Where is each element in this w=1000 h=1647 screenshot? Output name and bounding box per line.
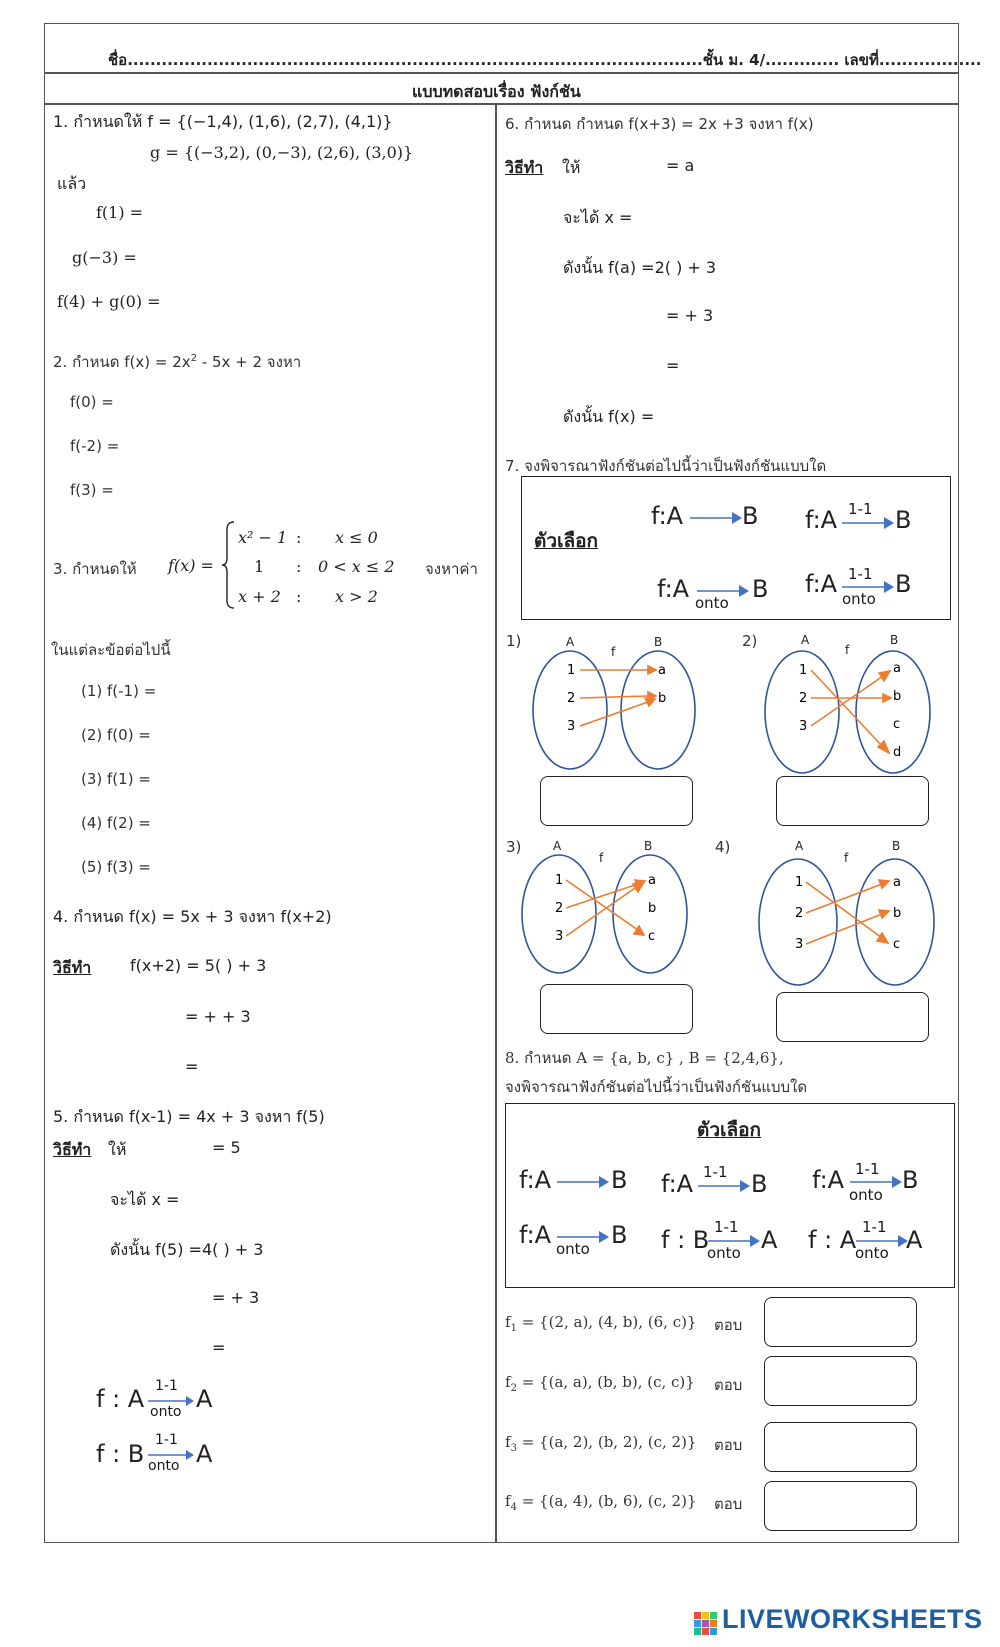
q8-opt5-label-onto: onto (707, 1244, 741, 1262)
q8-f1: $f_1 = \{(2$, a), (4, b), (6, c)} (505, 1313, 697, 1334)
q7-d4-setA-label: A (795, 839, 804, 853)
q7-opt2-arrow (842, 517, 894, 529)
q3-case3-colon: : (296, 587, 302, 606)
q3-item-5: (5) f(3) = (81, 858, 151, 876)
q8-answer-box-3[interactable] (764, 1422, 917, 1472)
q3-case3-expr: x + 2 (238, 587, 281, 606)
q7-d4-setB-label: B (892, 839, 901, 853)
q7-d3-left-3: 3 (555, 929, 564, 944)
q7-d3-right-a: a (648, 873, 656, 888)
q7-d2-setB-label: B (890, 633, 899, 647)
q8-answer-box-2[interactable] (764, 1356, 917, 1406)
q5-eq5: = 5 (212, 1138, 241, 1157)
q7-opt4-label-onto: onto (842, 590, 876, 608)
q8-answer-box-1[interactable] (764, 1297, 917, 1347)
q8-f1-answer-label: ตอบ (714, 1316, 743, 1334)
q3-brace (222, 520, 236, 610)
q8-opt6-to: A (906, 1226, 923, 1254)
q8-opt2-to: B (751, 1170, 768, 1198)
q6-statement: 6. กำหนด กำหนด f(x+3) = 2x +3 จงหา f(x) (505, 115, 814, 133)
q7-answer-box-2[interactable] (776, 776, 929, 826)
q8-statement-1: 8. กำหนด A = {a, b, c} , B = {2,4,6}, (505, 1049, 784, 1067)
q5-step-1: จะได้ x = (110, 1190, 180, 1209)
q8-opt5-to: A (761, 1226, 778, 1254)
q7-d4-left-1: 1 (795, 875, 804, 890)
q7-opt1-to: B (742, 502, 759, 530)
q5-map2-label-onto: onto (148, 1458, 180, 1474)
q8-opt1-from: f:A (519, 1166, 552, 1194)
q6-step-3: = + 3 (666, 306, 714, 325)
q5-map1-label-onto: onto (150, 1404, 182, 1420)
q7-opt4-to: B (895, 570, 912, 598)
q5-let: ให้ (108, 1140, 127, 1159)
q7-d1-number: 1) (506, 632, 522, 650)
q7-choices-label: ตัวเลือก (534, 530, 599, 552)
q6-eq-a: = a (666, 156, 695, 175)
q7-opt1-from: f:A (651, 502, 684, 530)
q7-d2-right-b: b (893, 689, 902, 704)
q8-opt1-arrow (557, 1176, 609, 1188)
q7-opt3-to: B (752, 575, 769, 603)
q3-item-1: (1) f(-1) = (81, 682, 157, 700)
q4-step-1: f(x+2) = 5( ) + 3 (130, 956, 267, 975)
column-divider (495, 103, 497, 1543)
q7-opt2-from: f:A (805, 506, 838, 534)
header-divider (44, 72, 959, 74)
q1-statement: 1. กำหนดให้ f = {(−1,4), (1,6), (2,7), (4,1)} (53, 112, 393, 131)
q3-case3-cond: x > 2 (335, 587, 378, 606)
q3-item-3: (3) f(1) = (81, 770, 151, 788)
q2-item-a: f(0) = (70, 393, 114, 411)
q7-d2-arrows (811, 670, 891, 753)
q7-opt4-label-11: 1-1 (848, 565, 873, 583)
q7-d3-right-b: b (648, 901, 657, 916)
q3-case2-cond: 0 < x ≤ 2 (318, 557, 395, 576)
q8-choices-label: ตัวเลือก (697, 1119, 762, 1141)
q7-opt1-arrow (690, 512, 742, 524)
page-title: แบบทดสอบเรื่อง ฟังก์ชัน (412, 82, 581, 101)
q6-step-1: จะได้ x = (563, 208, 633, 227)
q4-step-3: = (185, 1057, 199, 1076)
q8-opt6-label-onto: onto (855, 1244, 889, 1262)
q8-f3: $f_3 = \{(a$, 2), (b, 2), (c, 2)} (505, 1433, 697, 1454)
q5-map2-label-11: 1-1 (155, 1432, 178, 1448)
q8-opt2-arrow (698, 1180, 750, 1192)
q7-statement: 7. จงพิจารณาฟังก์ชันต่อไปนี้ว่าเป็นฟังก์ชันแบบใด (505, 457, 827, 475)
q7-d1-f-label: f (611, 645, 616, 659)
q5-map1-from: f : A (96, 1385, 145, 1413)
q7-diagram-2 (765, 632, 945, 777)
q1-item-b: g(−3) = (72, 248, 137, 267)
q4-statement: 4. กำหนด f(x) = 5x + 3 จงหา f(x+2) (53, 907, 332, 926)
q1-set-g: g = {(−3,2), (0,−3), (2,6), (3,0)} (150, 143, 414, 162)
q7-d2-left-1: 1 (799, 663, 808, 678)
q4-step-2: = + + 3 (185, 1007, 251, 1026)
q7-d2-right-c: c (893, 717, 901, 732)
q5-statement: 5. กำหนด f(x-1) = 4x + 3 จงหา f(5) (53, 1107, 325, 1126)
q3-each: ในแต่ละข้อต่อไปนี้ (51, 641, 171, 659)
q3-case2-expr: 1 (254, 557, 265, 576)
q8-opt4-label-onto: onto (556, 1240, 590, 1258)
q7-d1-right-b: b (658, 691, 667, 706)
q5-step-4: = (212, 1338, 226, 1357)
q3-suffix: จงหาค่า (425, 560, 478, 578)
q5-step-2: ดังนั้น f(5) =4( ) + 3 (110, 1240, 264, 1259)
q5-map1-label-11: 1-1 (155, 1378, 178, 1394)
q7-d2-number: 2) (742, 632, 758, 650)
q7-d1-arrows (580, 666, 656, 726)
q3-fx: f(x) = (168, 556, 214, 575)
q8-opt3-to: B (902, 1166, 919, 1194)
q6-method-label: วิธีทำ (505, 158, 544, 177)
q7-d2-right-a: a (893, 661, 901, 676)
q8-opt6-label-11: 1-1 (862, 1218, 887, 1236)
q8-opt1-to: B (611, 1166, 628, 1194)
q1-item-c: f(4) + g(0) = (57, 292, 161, 311)
q8-opt4-to: B (611, 1221, 628, 1249)
q7-d3-left-1: 1 (555, 873, 564, 888)
q8-opt3-from: f:A (812, 1166, 845, 1194)
q6-step-5: ดังนั้น f(x) = (563, 407, 655, 426)
q2-statement: 2. กำหนด $f(x) = 2x^2 - 5x + 2$ จงหา (53, 353, 302, 371)
q7-d4-arrows (806, 880, 889, 944)
q7-d3-arrows (566, 880, 645, 936)
q7-d4-number: 4) (715, 838, 731, 856)
q8-f4: $f_4 = \{(a$, 4), (b, 6), (c, 2)} (505, 1492, 697, 1513)
q7-d1-left-2: 2 (567, 691, 576, 706)
q3-case1-cond: x ≤ 0 (335, 528, 378, 547)
q7-d4-right-a: a (893, 875, 901, 890)
q5-step-3: = + 3 (212, 1288, 260, 1307)
q7-d3-left-2: 2 (555, 901, 564, 916)
q7-opt3-from: f:A (657, 575, 690, 603)
q8-opt6-from: f : A (808, 1226, 857, 1254)
q7-d1-setA-label: A (566, 635, 575, 649)
brand-wordmark: LIVEWORKSHEETS (722, 1604, 983, 1634)
q8-opt5-label-11: 1-1 (714, 1218, 739, 1236)
q8-opt4-from: f:A (519, 1221, 552, 1249)
q8-f2: $f_2 = \{(a$, a), (b, b), (c, c)} (505, 1373, 695, 1394)
q7-opt2-label-11: 1-1 (848, 500, 873, 518)
q3-case1-expr: x² − 1 (238, 528, 288, 547)
q7-d4-right-b: b (893, 906, 902, 921)
q7-answer-box-3[interactable] (540, 984, 693, 1034)
q7-opt4-from: f:A (805, 570, 838, 598)
q7-answer-box-1[interactable] (540, 776, 693, 826)
q6-step-4: = (666, 356, 680, 375)
q8-f3-answer-label: ตอบ (714, 1436, 743, 1454)
name-line: ชื่อ.....................................................................................................ชั้น ม. 4/............. เลขที่.................. (108, 51, 982, 69)
q1-item-a: f(1) = (96, 203, 144, 222)
q3-item-2: (2) f(0) = (81, 726, 151, 744)
q7-d4-f-label: f (844, 851, 849, 865)
q8-opt3-label-onto: onto (849, 1186, 883, 1204)
q8-opt5-from: f : B (661, 1226, 710, 1254)
q7-diagram-1 (530, 632, 710, 777)
q7-opt3-label-onto: onto (695, 594, 729, 612)
q5-method-label: วิธีทำ (53, 1140, 92, 1159)
q7-d2-left-3: 3 (799, 719, 808, 734)
q7-d1-left-3: 3 (567, 719, 576, 734)
q7-d4-right-c: c (893, 937, 901, 952)
q1-then: แล้ว (57, 174, 87, 193)
q7-d4-left-3: 3 (795, 937, 804, 952)
q7-d4-left-2: 2 (795, 906, 804, 921)
q6-step-2: ดังนั้น f(a) =2( ) + 3 (563, 258, 717, 277)
q3-case1-colon: : (296, 528, 302, 547)
q5-map1-to: A (196, 1385, 213, 1413)
q8-opt2-from: f:A (661, 1170, 694, 1198)
q7-d3-number: 3) (506, 838, 522, 856)
q7-diagram-4 (758, 838, 938, 988)
q8-f4-answer-label: ตอบ (714, 1495, 743, 1513)
q7-d3-right-c: c (648, 929, 656, 944)
q7-d3-setB-label: B (644, 839, 653, 853)
q3-case2-colon: : (296, 557, 302, 576)
q3-item-4: (4) f(2) = (81, 814, 151, 832)
q6-let: ให้ (562, 158, 581, 177)
q7-d3-f-label: f (599, 851, 604, 865)
q2-item-c: f(3) = (70, 481, 114, 499)
q8-f2-answer-label: ตอบ (714, 1376, 743, 1394)
q4-method-label: วิธีทำ (53, 958, 92, 977)
q7-d1-right-a: a (658, 663, 666, 678)
q7-answer-box-4[interactable] (776, 992, 929, 1042)
liveworksheets-logo-icon (694, 1612, 718, 1636)
q5-map2-to: A (196, 1440, 213, 1468)
q3-prefix: 3. กำหนดให้ (53, 560, 137, 578)
q5-map2-from: f : B (96, 1440, 145, 1468)
q7-diagram-3 (520, 838, 700, 978)
q7-d2-f-label: f (845, 643, 850, 657)
q7-d3-setA-label: A (553, 839, 562, 853)
q8-opt3-label-11: 1-1 (855, 1160, 880, 1178)
q8-answer-box-4[interactable] (764, 1481, 917, 1531)
q7-d2-right-d: d (893, 745, 902, 760)
q7-d2-left-2: 2 (799, 691, 808, 706)
q7-d1-setB-label: B (654, 635, 663, 649)
q8-statement-2: จงพิจารณาฟังก์ชันต่อไปนี้ว่าเป็นฟังก์ชันแบบใด (505, 1078, 808, 1096)
q8-opt2-label-11: 1-1 (703, 1163, 728, 1181)
q7-d1-left-1: 1 (567, 663, 576, 678)
q7-opt2-to: B (895, 506, 912, 534)
q2-item-b: f(-2) = (70, 437, 120, 455)
q7-d2-setA-label: A (801, 633, 810, 647)
